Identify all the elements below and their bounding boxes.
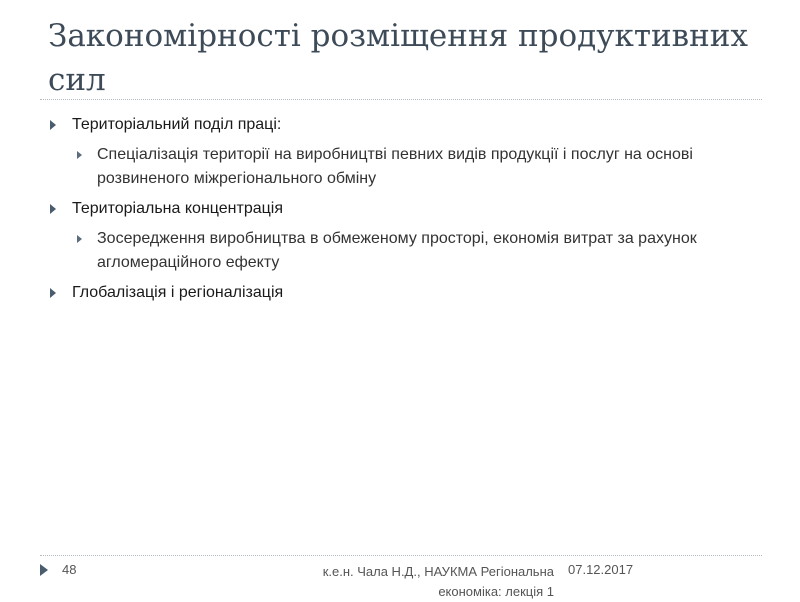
bullet-arrow-icon <box>50 120 56 130</box>
bullet-text: Територіальний поділ праці: <box>72 116 282 133</box>
bullet-text: Глобалізація і регіоналізація <box>72 284 284 301</box>
bullet-item <box>72 197 752 221</box>
footer-author: к.е.н. Чала Н.Д., НАУКМА Регіональна економіка: лекція 1 <box>322 564 554 599</box>
sub-bullet-item <box>97 227 737 275</box>
sub-bullet-text: Зосередження виробництва в обмеженому просторі, економія витрат за рахунок агломераційного ефекту <box>97 230 697 271</box>
footer-date: 07.12.2017 <box>568 562 634 577</box>
bullet-item <box>72 113 752 137</box>
sub-bullet-item <box>97 143 737 191</box>
bullet-arrow-icon <box>50 204 56 214</box>
bullet-text: Територіальна концентрація <box>72 200 283 217</box>
footer-arrow-icon <box>40 564 48 576</box>
footer-divider <box>40 555 762 556</box>
sub-bullet-arrow-icon <box>77 235 82 243</box>
bullet-item <box>72 281 752 305</box>
sub-bullet-arrow-icon <box>77 151 82 159</box>
title-divider <box>40 99 762 100</box>
bullet-arrow-icon <box>50 288 56 298</box>
page-number: 48 <box>62 562 77 577</box>
sub-bullet-text: Спеціалізація території на виробництві певних видів продукції і послуг на основі розвиненого міжрегіонального обміну <box>97 146 693 187</box>
slide-title: Закономірності розміщення продуктивних сил <box>48 18 748 98</box>
